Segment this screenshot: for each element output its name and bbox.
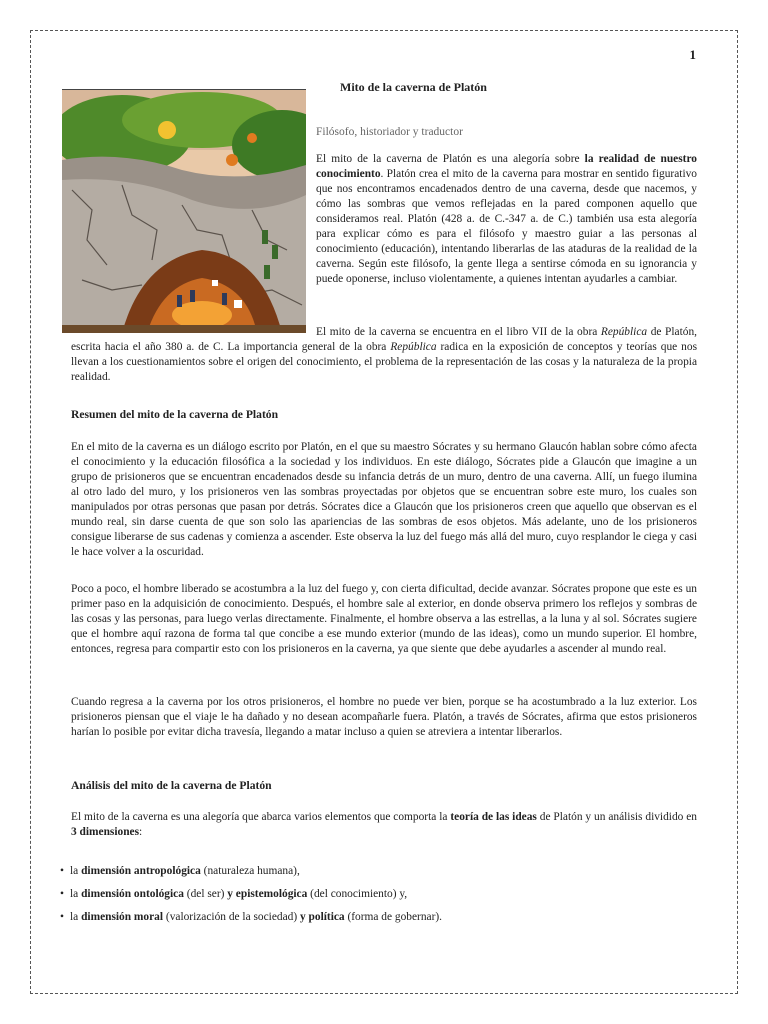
republica-text-a: El mito de la caverna se encuentra en el libro VII de la obra <box>316 326 601 338</box>
republica-paragraph <box>71 325 697 385</box>
list-item-text: (naturaleza humana), <box>200 865 300 877</box>
summary-paragraph-2: Poco a poco, el hombre liberado se acostumbra a la luz del fuego y, con cierta dificultad, decide avanzar. Sócrates propone que este es un primer paso en la adquisición de conocimiento. Después, el hombre sale al exterior, en donde observa primero los reflejos y sombras de las cosas y las personas, para luego verlas directamente. Finalmente, el hombre observa a las estrellas, a la luna y al sol. Sócrates sugiere que el hombre aquí razona de forma tal que concibe a ese mundo exterior (mundo de las ideas), como un mundo superior. El hombre, entonces, regresa para compartir esto con los prisioneros en la caverna, ya que siente que debe ayudarles a ascender al mundo real. <box>71 583 697 655</box>
list-item-text: (valorización de la sociedad) <box>163 911 300 923</box>
analysis-paragraph <box>71 810 697 840</box>
list-item-bold: dimensión moral <box>81 911 164 923</box>
list-item-text: la <box>70 865 82 877</box>
analysis-text-c: : <box>139 826 143 838</box>
summary-paragraph-3: Cuando regresa a la caverna por los otros prisioneros, el hombre no puede ver bien, porque se ha acostumbrado a la luz exterior. Los prisioneros piensan que el viaje le ha dañado y no desean acompañarle fuera. Platón, a través de Sócrates, afirma que estos prisioneros harían lo posible por evitar dicha travesía, llegando a matar incluso a quien se atreviera a intentar liberarlos. <box>71 696 697 738</box>
cave-illustration <box>62 90 306 333</box>
republica-italic-a: República <box>600 326 648 338</box>
analysis-bold-b: 3 dimensiones <box>71 826 140 838</box>
page-number: 1 <box>689 47 696 62</box>
list-item-bold: dimensión antropológica <box>81 865 201 877</box>
list-item <box>60 883 442 906</box>
intro-text: El mito de la caverna de Platón es una alegoría sobre <box>316 153 585 165</box>
image-caption: Filósofo, historiador y traductor <box>316 126 463 138</box>
list-item-bold: dimensión ontológica <box>81 888 184 900</box>
republica-italic-b: República <box>390 341 437 353</box>
bullet-icon: • <box>60 865 64 877</box>
analysis-bold-a: teoría de las ideas <box>450 811 537 823</box>
dimensions-list <box>60 860 442 929</box>
list-item-bold: y epistemológica <box>227 888 308 900</box>
list-item-bold: y política <box>300 911 345 923</box>
republica-text-b: de Platón, escrita hacia el año 380 a. de C. La importancia general de la obra <box>71 326 698 353</box>
bullet-icon: • <box>60 888 64 900</box>
intro-bold-text: la realidad de nuestro conocimiento <box>316 153 698 180</box>
intro-text-rest: . Platón crea el mito de la caverna para mostrar en sentido figurativo que nos encontramos encadenados dentro de una caverna, desde que nacemos, y cómo las sombras que vemos reflejadas en la pared componen aquello que consideramos real. Platón (428 a. de C.-347 a. de C.) también usa esta alegoría para explicar cómo es para el filósofo y maestro guiar a las personas al conocimiento (educación), intentando liberarlas de las ataduras de la realidad de la caverna. Según este filósofo, la gente llega a sentirse cómoda en su ignorancia y puede oponerse, incluso violentamente, a quienes intentan ayudarles a cambiar. <box>316 168 697 285</box>
list-item-text: la <box>70 911 82 923</box>
analysis-text-b: de Platón y un análisis dividido en <box>536 811 697 823</box>
bullet-icon: • <box>60 911 64 923</box>
page-title: Mito de la caverna de Platón <box>340 80 487 94</box>
list-item-text: la <box>70 888 82 900</box>
list-item-text: (forma de gobernar). <box>344 911 443 923</box>
list-item <box>60 906 442 929</box>
analysis-text-a: El mito de la caverna es una alegoría que abarca varios elementos que comporta la <box>71 811 451 823</box>
republica-text-c: radica en la exposición de conceptos y teorías que nos llevan a los cuestionamientos sobre el origen del conocimiento, el problema de la representación de las cosas y la naturaleza de la propia realidad. <box>71 341 698 383</box>
list-item-text: (del conocimiento) y, <box>307 888 408 900</box>
analysis-heading: Análisis del mito de la caverna de Platón <box>71 779 272 792</box>
list-item <box>60 860 442 883</box>
summary-heading: Resumen del mito de la caverna de Platón <box>71 408 279 421</box>
intro-paragraph <box>316 152 697 287</box>
list-item-text: (del ser) <box>183 888 228 900</box>
summary-paragraph-1: En el mito de la caverna es un diálogo escrito por Platón, en el que su maestro Sócrates y su hermano Glaucón hablan sobre cómo afecta el conocimiento y la educación filosófica a la sociedad y los individuos. En este diálogo, Sócrates pide a Glaucón que imagine a un grupo de prisioneros que se encuentran encadenados desde su infancia detrás de un muro, dentro de una caverna. Allí, un fuego ilumina al otro lado del muro, y los prisioneros ven las sombras proyectadas por objetos que se encuentran sobre este muro, los cuales son manipulados por otras personas que pasan por detrás. Sócrates dice a Glaucón que los prisioneros creen que aquello que observan es el mundo real, sin darse cuenta de que son solo las apariencias de las sombras de esos objetos. Más adelante, uno de los prisioneros consigue liberarse de sus cadenas y comienza a ascender. Este observa la luz del fuego más allá del muro, cuyo resplandor le ciega y casi le hace volver a la oscuridad. <box>71 441 697 558</box>
